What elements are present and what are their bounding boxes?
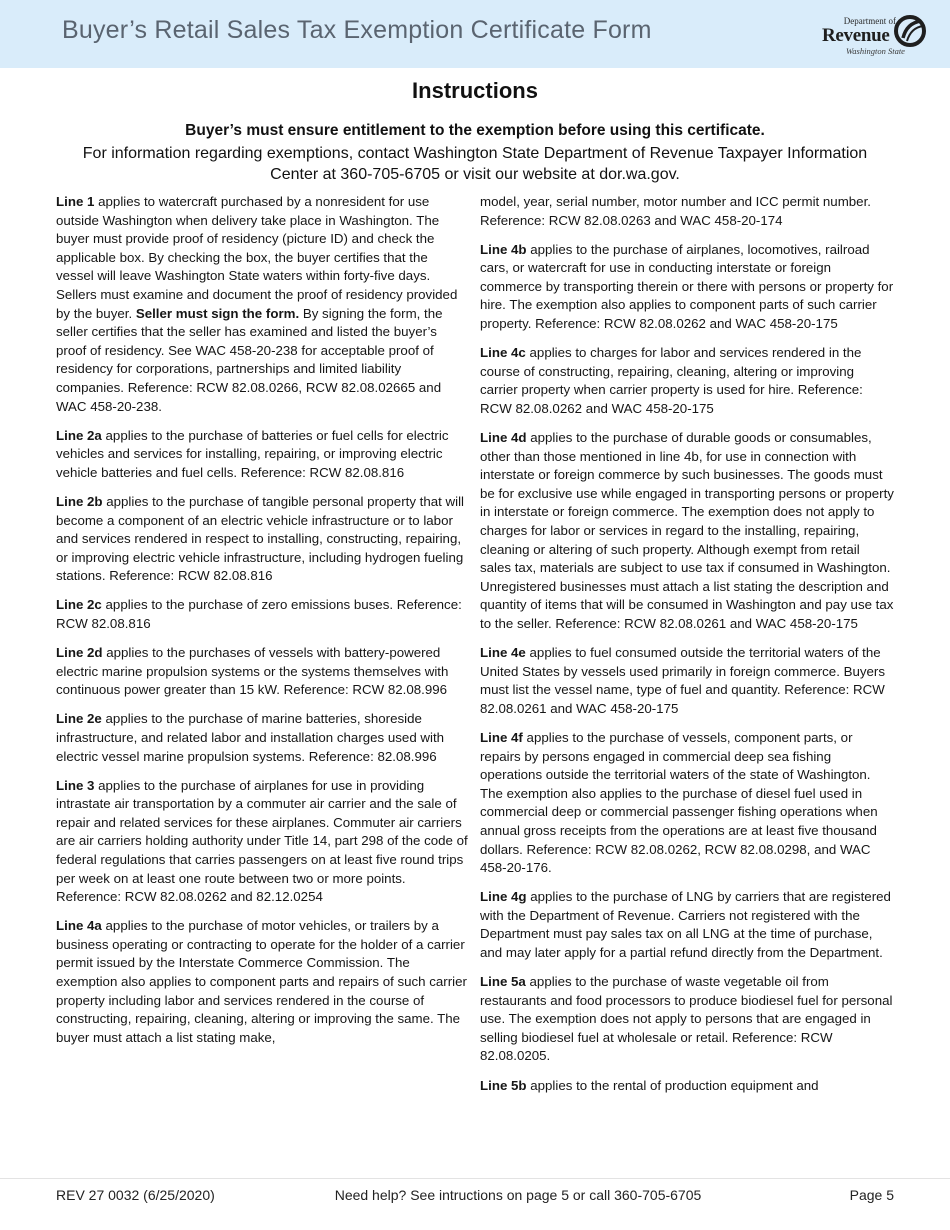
instruction-paragraph [480, 241, 894, 334]
contact-info: For information regarding exemptions, contact Washington State Department of Revenue Taxpayer Information Center at 360-705-6705 or visit our website at dor.wa.gov. [82, 145, 868, 183]
header-band [0, 0, 950, 68]
instruction-text: applies to the purchase of tangible personal property that will become a component of an electric vehicle infrastructure or to labor and services rendered in respect to installing, constructing, repairing, or improving electric vehicle infrastructure, including hydrogen fueling stations. Reference: RCW 82.08.816 [56, 493, 464, 584]
instruction-paragraph [480, 1077, 894, 1096]
instruction-text: applies to the rental of production equipment and [526, 1077, 819, 1093]
instruction-text: applies to watercraft purchased by a nonresident for use outside Washington when delivery take place in Washington. The buyer must provide proof of residency (picture ID) and check the applicable box. By checking the box, the buyer certifies that the vessel will leave Washington State waters within forty-five days. Sellers must examine and document the proof of residency provided by the buyer. [56, 194, 458, 321]
instruction-text: applies to the purchase of vessels, component parts, or repairs by persons engaged in commercial deep sea fishing operations outside the territorial waters of the state of Washington. The exemption also applies to the purchase of diesel fuel used in commercial deep or commercial passenger fishing operations when annual gross receipts from the operations are at least five thousand dollars. Reference: RCW 82.08.0262, RCW 82.08.0298, and WAC 458-20-176. [480, 729, 878, 876]
page-heading: Instructions [412, 78, 538, 103]
emphasis-text: Seller must sign the form. [135, 305, 300, 321]
line-label: Line 4a [56, 918, 102, 934]
line-label: Line 2c [56, 597, 102, 613]
instruction-text: model, year, serial number, motor number and ICC permit number. Reference: RCW 82.08.0263 and WAC 458-20-174 [480, 194, 871, 228]
line-label: Line 2b [56, 493, 103, 509]
instruction-text: applies to fuel consumed outside the territorial waters of the United States by vessels used primarily in foreign commerce. Buyers must list the vessel name, type of fuel and quantity. Reference: RCW 82.08.0261 and WAC 458-20-175 [480, 645, 885, 716]
line-label: Line 2a [56, 427, 102, 443]
instruction-text: applies to the purchase of LNG by carriers that are registered with the Department of Revenue. Carriers not registered with the Department must pay sales tax on all LNG at the time of purchase, and may later apply for a partial refund directly from the Department. [480, 889, 891, 960]
line-label: Line 4b [480, 241, 527, 257]
instruction-paragraph [480, 644, 894, 718]
instruction-text: By signing the form, the seller certifies that the seller has examined and listed the buyer’s proof of residency. See WAC 458-20-238 for acceptable proof of residency for corporations, partnerships and limited liability companies. Reference: RCW 82.08.0266, RCW 82.08.02665 and WAC 458-20-238. [56, 305, 443, 414]
line-label: Line 5a [480, 974, 526, 990]
dor-logo [820, 12, 930, 58]
instruction-text: applies to the purchase of waste vegetable oil from restaurants and food processors to produce biodiesel fuel for personal use. The exemption does not apply to persons that are engaged in selling biodiesel fuel at wholesale or retail. Reference: RCW 82.08.0205. [480, 974, 893, 1064]
instruction-paragraph [56, 493, 468, 586]
instruction-paragraph [56, 427, 468, 483]
form-title: Buyer’s Retail Sales Tax Exemption Certificate Form [62, 16, 652, 44]
instruction-paragraph [56, 644, 468, 700]
footer-divider [0, 1178, 950, 1179]
line-label: Line 4f [480, 729, 523, 745]
footer-page-number: Page 5 [849, 1187, 894, 1203]
instruction-paragraph [56, 193, 468, 416]
instruction-paragraph [480, 344, 894, 418]
logo-department-text: Department of [843, 16, 896, 26]
logo-state-text: Washington State [846, 46, 905, 56]
instruction-text: applies to the purchase of batteries or fuel cells for electric vehicles and services for installing, repairing, or improving electric vehicle batteries and fuel cells. Reference: RCW 82.08.816 [56, 427, 449, 480]
instruction-text: applies to the purchase of motor vehicles, or trailers by a business operating or contracting to operate for the holder of a carrier permit issued by the Interstate Commerce Commission. The exemption also applies to component parts and repairs of such carrier property including labor and services rendered in the course of constructing, repairing, cleaning, altering or improving the same. The buyer must attach a list stating make, [56, 918, 467, 1045]
line-label: Line 4g [480, 889, 527, 905]
line-label: Line 4e [480, 645, 526, 661]
line-label: Line 4c [480, 345, 526, 361]
instruction-paragraph [480, 888, 894, 962]
footer-help-text: Need help? See intructions on page 5 or call 360-705-6705 [334, 1187, 702, 1203]
logo-swoosh-icon [894, 14, 926, 48]
line-label: Line 3 [56, 777, 95, 793]
instructions-right-column [480, 193, 894, 1106]
footer-form-id: REV 27 0032 (6/25/2020) [56, 1187, 215, 1203]
instruction-paragraph [480, 729, 894, 878]
instruction-paragraph [56, 917, 468, 1047]
line-label: Line 2e [56, 711, 102, 727]
line-label: Line 2d [56, 645, 103, 661]
instruction-text: applies to the purchase of zero emissions buses. Reference: RCW 82.08.816 [56, 597, 462, 631]
instruction-paragraph [480, 973, 894, 1066]
instruction-text: applies to the purchase of marine batteries, shoreside infrastructure, and related labor and installation charges used with electric vessel marine propulsion systems. Reference: 82.08.996 [56, 711, 445, 764]
instruction-text: applies to the purchase of durable goods or consumables, other than those mentioned in line 4b, for use in connection with interstate or foreign commerce by such businesses. The goods must be for exclusive use while engaged in transporting persons or property in interstate or foreign commerce. The exemption does not apply to charges for labor or services in regard to the installing, repairing, cleaning or altering of such property. Although exempt from retail sales tax, materials are subject to use tax if consumed in Washington. Unregistered businesses must attach a list stating the description and quantity of items that will be consumed in Washington and pay use tax to the seller. Reference: RCW 82.08.0261 and WAC 458-20-175 [480, 430, 894, 631]
instruction-text: applies to charges for labor and services rendered in the course of constructing, repairing, cleaning, altering or improving carrier property when carrier property is used for hire. Reference: RCW 82.08.0262 and WAC 458-20-175 [480, 345, 863, 416]
instruction-paragraph [480, 429, 894, 634]
instruction-text: applies to the purchase of airplanes for use in providing intrastate air transportation by a commuter air carrier and the sale of repair and related services for these airplanes. Commuter air carriers are air carriers holding authority under Title 14, part 298 of the code of federal regulations that carries passengers on at least five round trips per week on at least one route between two or more points. Reference: RCW 82.08.0262 and 82.12.0254 [56, 777, 468, 905]
instruction-paragraph [56, 777, 468, 907]
instruction-text: applies to the purchases of vessels with battery-powered electric marine propulsion systems or the systems themselves with continuous power greater than 15 kW. Reference: RCW 82.08.996 [56, 645, 449, 698]
instruction-paragraph [480, 193, 894, 230]
instruction-paragraph [56, 710, 468, 766]
line-label: Line 4d [480, 430, 527, 446]
entitlement-notice: Buyer’s must ensure entitlement to the exemption before using this certificate. [185, 122, 765, 139]
instruction-text: applies to the purchase of airplanes, locomotives, railroad cars, or watercraft for use in conducting interstate or foreign commerce by transporting therein or there with persons or property for hire. The exemption also applies to component parts of such carrier property. Reference: RCW 82.08.0262 and WAC 458-20-175 [480, 241, 894, 332]
instruction-paragraph [56, 596, 468, 633]
instructions-left-column [56, 193, 468, 1058]
line-label: Line 5b [480, 1077, 527, 1093]
logo-revenue-text: Revenue [822, 25, 890, 46]
line-label: Line 1 [56, 194, 95, 209]
